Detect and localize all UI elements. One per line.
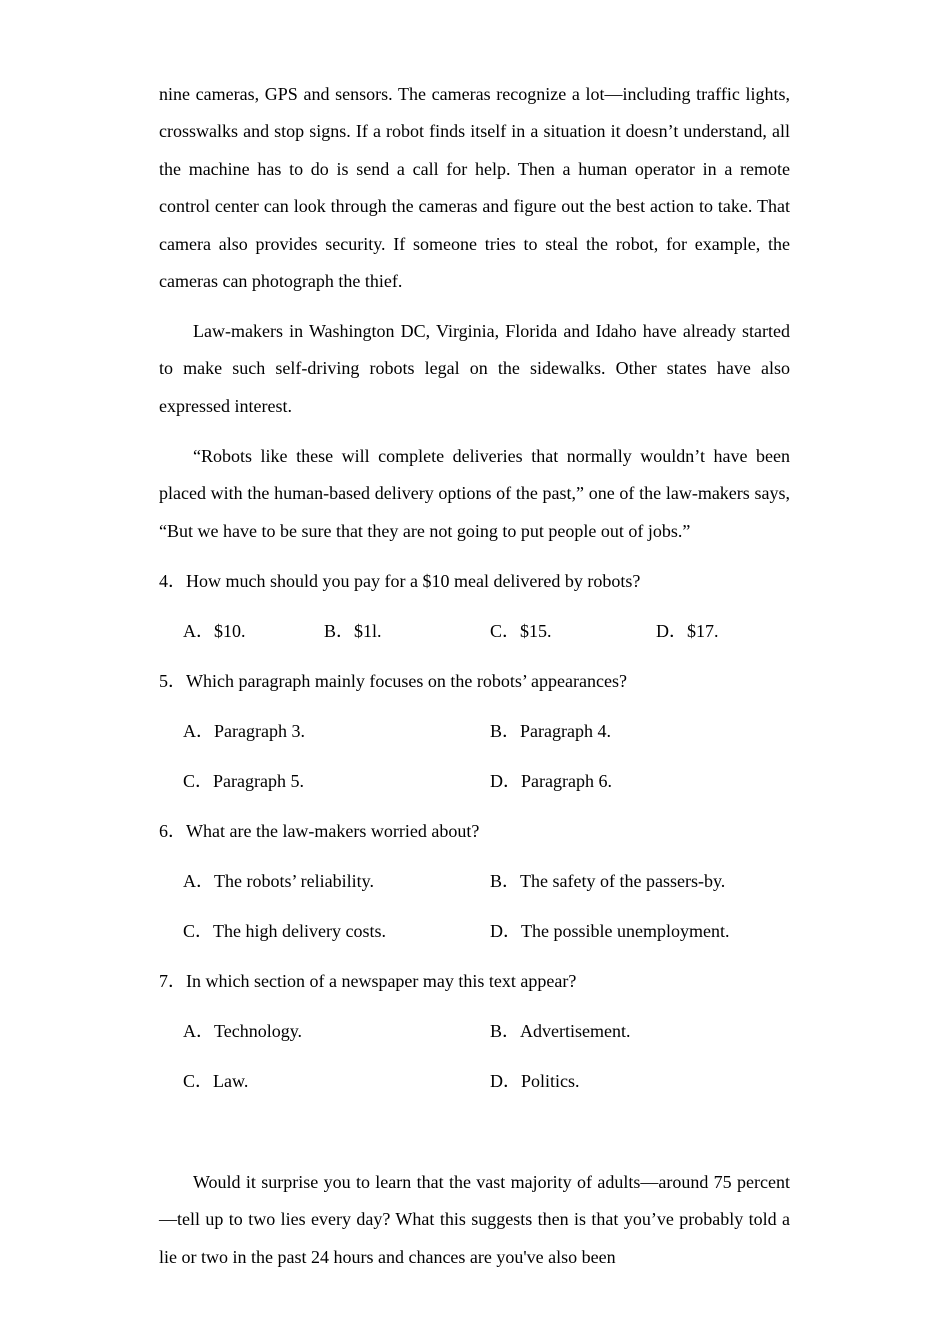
option-label: B． bbox=[324, 621, 355, 641]
option-text: The robots’ reliability. bbox=[214, 871, 374, 891]
option-text: Politics. bbox=[521, 1071, 580, 1091]
option-text: The safety of the passers-by. bbox=[520, 871, 726, 891]
option-7c[interactable] bbox=[183, 1069, 248, 1093]
option-4c[interactable] bbox=[490, 619, 552, 643]
option-7b[interactable] bbox=[490, 1019, 631, 1043]
option-text: $15. bbox=[520, 621, 552, 641]
option-text: Paragraph 4. bbox=[520, 721, 611, 741]
option-7d[interactable] bbox=[490, 1069, 580, 1093]
passage-paragraph: “Robots like these will complete deliveries that normally wouldn’t have been placed with the human-based delivery options of the past,” one of the law-makers says, “But we have to be sure that they are not going to put people out of jobs.” bbox=[159, 446, 790, 541]
option-label: D． bbox=[490, 771, 521, 791]
option-5b[interactable] bbox=[490, 719, 611, 743]
option-6d[interactable] bbox=[490, 919, 729, 943]
question-number: 7． bbox=[159, 971, 186, 991]
option-text: Paragraph 6. bbox=[521, 771, 612, 791]
passage-paragraph: Law-makers in Washington DC, Virginia, Florida and Idaho have already started to make such self-driving robots legal on the sidewalks. Other states have also expressed interest. bbox=[159, 321, 790, 416]
option-label: D． bbox=[490, 1071, 521, 1091]
question-number: 5． bbox=[159, 671, 186, 691]
option-label: B． bbox=[490, 1021, 521, 1041]
question-number: 6． bbox=[159, 821, 186, 841]
option-text: $10. bbox=[214, 621, 246, 641]
option-text: Technology. bbox=[214, 1021, 303, 1041]
passage-paragraph: nine cameras, GPS and sensors. The cameras recognize a lot—including traffic lights, crosswalks and stop signs. If a robot finds itself in a situation it doesn’t understand, all the machine has to do is send a call for help. Then a human operator in a remote control center can look through the cameras and figure out the best action to take. That camera also provides security. If someone tries to steal the robot, for example, the cameras can photograph the thief. bbox=[159, 84, 790, 292]
option-text: The high delivery costs. bbox=[213, 921, 386, 941]
question-5 bbox=[159, 669, 627, 693]
option-4d[interactable] bbox=[656, 619, 719, 643]
option-text: The possible unemployment. bbox=[521, 921, 730, 941]
question-4 bbox=[159, 569, 640, 593]
question-text: How much should you pay for a $10 meal delivered by robots? bbox=[186, 571, 641, 591]
option-label: C． bbox=[183, 771, 214, 791]
option-5c[interactable] bbox=[183, 769, 304, 793]
option-5d[interactable] bbox=[490, 769, 612, 793]
option-5a[interactable] bbox=[183, 719, 305, 743]
option-label: D． bbox=[490, 921, 521, 941]
passage-paragraph: Would it surprise you to learn that the vast majority of adults—around 75 percent—tell up to two lies every day? What this suggests then is that you’ve probably told a lie or two in the past 24 hours and chances are you've also been bbox=[159, 1172, 790, 1267]
option-label: B． bbox=[490, 871, 521, 891]
option-label: D． bbox=[656, 621, 687, 641]
question-text: In which section of a newspaper may this text appear? bbox=[186, 971, 577, 991]
option-7a[interactable] bbox=[183, 1019, 302, 1043]
question-text: What are the law-makers worried about? bbox=[186, 821, 480, 841]
option-text: Paragraph 5. bbox=[213, 771, 304, 791]
option-6b[interactable] bbox=[490, 869, 725, 893]
option-4b[interactable] bbox=[324, 619, 382, 643]
option-label: A． bbox=[183, 1021, 214, 1041]
option-text: Paragraph 3. bbox=[214, 721, 305, 741]
option-label: C． bbox=[183, 921, 214, 941]
question-text: Which paragraph mainly focuses on the robots’ appearances? bbox=[186, 671, 627, 691]
option-6c[interactable] bbox=[183, 919, 386, 943]
option-text: $1l. bbox=[354, 621, 382, 641]
option-label: C． bbox=[183, 1071, 214, 1091]
option-6a[interactable] bbox=[183, 869, 374, 893]
option-label: B． bbox=[490, 721, 521, 741]
option-text: Advertisement. bbox=[520, 1021, 631, 1041]
option-text: Law. bbox=[213, 1071, 249, 1091]
question-number: 4． bbox=[159, 571, 186, 591]
option-label: A． bbox=[183, 721, 214, 741]
option-text: $17. bbox=[687, 621, 719, 641]
option-4a[interactable] bbox=[183, 619, 246, 643]
option-label: A． bbox=[183, 871, 214, 891]
question-7 bbox=[159, 969, 576, 993]
option-label: C． bbox=[490, 621, 521, 641]
question-6 bbox=[159, 819, 479, 843]
option-label: A． bbox=[183, 621, 214, 641]
